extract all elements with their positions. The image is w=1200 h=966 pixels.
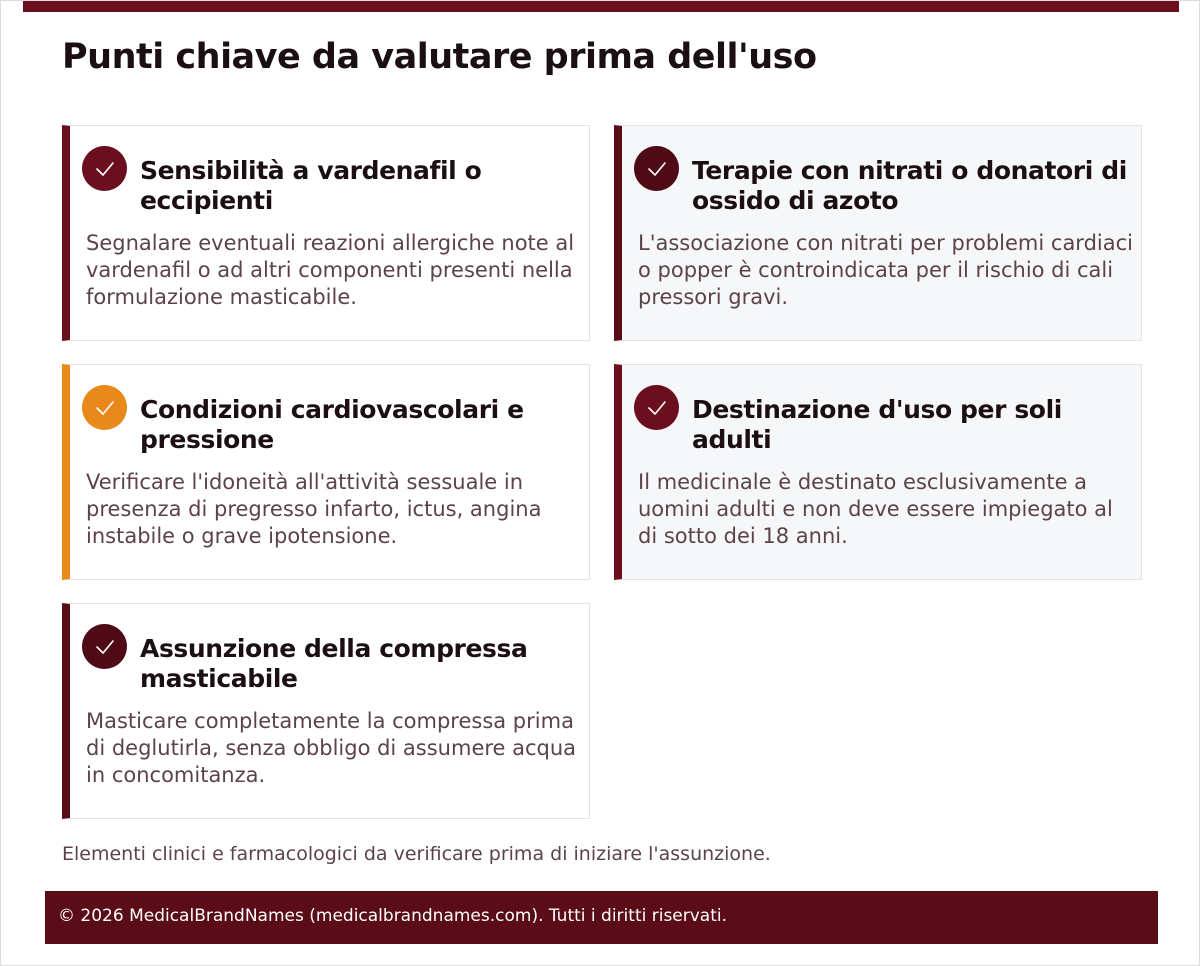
copyright-text: © 2026 MedicalBrandNames (medicalbrandnames.com). Tutti i diritti riservati. <box>58 906 728 926</box>
check-icon <box>634 385 679 430</box>
card-title: Condizioni cardiovascolari e pressione <box>140 395 524 454</box>
key-point-card-nitrates <box>614 125 1142 341</box>
card-body: Masticare completamente la compressa prima di deglutirla, senza obbligo di assumere acqua in concomitanza. <box>86 709 577 787</box>
check-icon <box>634 146 679 191</box>
top-accent-bar <box>23 1 1179 12</box>
key-point-card-allergy <box>62 125 590 341</box>
card-body: Il medicinale è destinato esclusivamente a uomini adulti e non deve essere impiegato al di sotto dei 18 anni. <box>638 470 1113 548</box>
card-title: Sensibilità a vardenafil o eccipienti <box>140 156 482 215</box>
card-body: Verificare l'idoneità all'attività sessuale in presenza di pregresso infarto, ictus, angina instabile o grave ipotensione. <box>86 470 542 548</box>
key-point-card-cardiovascular <box>62 364 590 580</box>
figure-caption: Elementi clinici e farmacologici da verificare prima di iniziare l'assunzione. <box>62 843 771 865</box>
check-icon <box>82 146 127 191</box>
check-icon <box>82 624 127 669</box>
page-title: Punti chiave da valutare prima dell'uso <box>62 37 817 77</box>
card-title: Destinazione d'uso per soli adulti <box>692 395 1062 454</box>
check-icon <box>82 385 127 430</box>
key-point-card-adults-only <box>614 364 1142 580</box>
key-point-card-chewable <box>62 603 590 819</box>
card-body: Segnalare eventuali reazioni allergiche note al vardenafil o ad altri componenti presenti nella formulazione masticabile. <box>86 231 575 309</box>
card-body: L'associazione con nitrati per problemi cardiaci o popper è controindicata per il rischio di cali pressori gravi. <box>638 231 1133 309</box>
card-title: Terapie con nitrati o donatori di ossido di azoto <box>692 156 1127 215</box>
card-title: Assunzione della compressa masticabile <box>140 634 528 693</box>
footer-bar <box>45 891 1158 944</box>
